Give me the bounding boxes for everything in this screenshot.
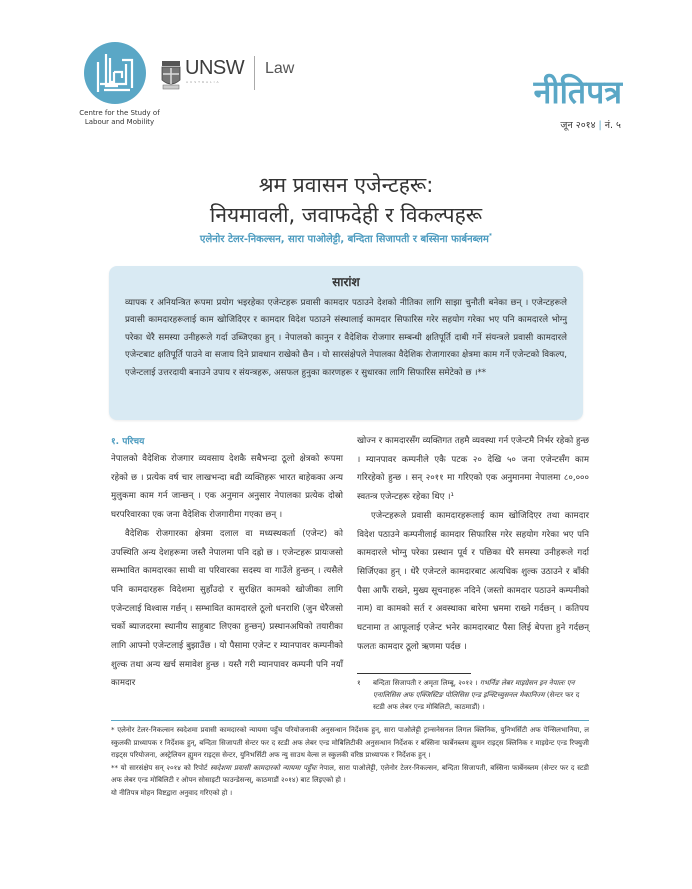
footnote-rule <box>357 673 471 674</box>
abstract-box <box>109 266 583 420</box>
labour-mobility-centre-logo-icon <box>84 42 146 104</box>
author-affiliation-note: * एलेनोर टेलर-निकल्सन स्वदेशमा प्रवासी कामदारको न्यायमा पहुँच परियोजनाकी अनुसन्धान निर्देशक हुन्, सारा पाओलेट्टी ट्रान्सनेसनल लिगल क्लिनिक, युनिभर्सिटी अफ पेन्सिलभानिया, ल स्कुलकी प्राध्यापक र निर्देशक हुन्, बन्दिता सिजापती सेन्टर फर द स्टडी अफ लेबर एन्ड मोबिलिटीकी अनुसन्धान निर्देशक र बस्सिना फार्बेनब्लम ह्युमन राइट्स क्लिनिक र माइग्रेन्ट एन्ड रिफ्युजी राइट्स परियोजना, अस्ट्रेलियन ह्युमन राइट्स सेन्टर, युनिभर्सिटी अफ न्यु साउथ वेल्स ल स्कुलकी वरिष्ठ प्राध्यापक र निर्देशक हुन् । <box>111 726 589 760</box>
centre-logo-caption <box>72 109 167 127</box>
abstract-heading: सारांश <box>332 275 360 289</box>
unsw-subtitle: AUSTRALIA <box>186 80 221 84</box>
header-logos <box>79 40 314 130</box>
body-column-left <box>111 434 343 693</box>
abstract-text: व्यापक र अनियन्त्रित रूपमा प्रयोग भइरहेका एजेन्टहरू प्रवासी कामदार पठाउने देशको नीतिका लागि साझा चुनौती बनेका छन् । एजेन्टहरूले प्रवासी कामदारहरूलाई काम खोजिदिएर र कामदार विदेश पठाउने संस्थालाई कामदार सिफारिस गरेर सहयोग गरेका भए पनि कामदारले भोग्नु परेका धेरै समस्या उनीहरूले गर्दा उब्जिएका हुन् । नेपालको कानुन र वैदेशिक रोजगार सम्बन्धी क्षतिपूर्ति दाबी गर्ने संयन्त्रले प्रवासी कामदारले एजेन्टबाट क्षतिपूर्ति पाउने वा सजाय दिने प्रावधान राखेको छैन । यो सारसंक्षेपले नेपालका वैदेशिक रोजागारका क्षेत्रमा काम गर्ने एजेन्टको विकल्प, एजेन्टलाई उत्तरदायी बनाउने उपाय र संयन्त्रहरू, असफल हुनुका कारणहरू र सुधारका लागि सिफारिस समेटेको छ ।** <box>125 298 567 378</box>
body-column-right <box>357 432 589 656</box>
report-note-prefix: ** यो सारसंक्षेप सन् २०१४ को रिपोर्ट <box>111 763 208 772</box>
document-title <box>0 170 692 230</box>
report-title: स्वदेशमा प्रवासी कामदारको न्यायमा पहुँचः <box>210 763 317 772</box>
footnote-body <box>373 677 586 713</box>
issue-info <box>560 118 621 131</box>
footnote-citation: बन्दिता सिजापती र अमृता लिम्बू, २०१२ । <box>373 679 478 687</box>
body-paragraph: नेपालको वैदेशिक रोजगार व्यवसाय देशकै सबैभन्दा ठूलो क्षेत्रको रूपमा रहेको छ । प्रत्येक वर्ष चार लाखभन्दा बढी व्यक्तिहरू भारत बाहेकका अन्य मुलुकमा काम गर्न जान्छन् । एक अनुमान अनुसार नेपालका प्रत्येक दोस्रो घरपरिवारका एक जना वैदेशिक रोजगारीमा गएका छन् । <box>111 454 343 521</box>
issue-date: जून २०१४ <box>560 120 596 131</box>
section-heading-introduction: १. परिचय <box>111 437 145 447</box>
centre-caption-line1: Centre for the Study of <box>79 109 160 117</box>
footnote-title: गभर्निङ लेबर माइग्रेसन इन नेपालः एन एनालिसिस अफ एक्जिस्टिङ पोलिसिस एन्ड इन्स्टिच्युसनल मेकानिज्म <box>373 679 575 699</box>
body-paragraph: खोज्न र कामदारसँग व्यक्तिगत तहमै व्यवस्था गर्न एजेन्टमै निर्भर रहेको हुन्छ । म्यानपावर कम्पनीले एकै पटक २० देखि ५० जना एजेन्टसँग काम गरिरहेको हुन्छ । सन् २०११ मा गरिएको एक अनुमानमा नेपालमा ८०,००० स्वतन्त्र एजेन्टहरू रहेका थिए ।¹ <box>357 436 589 503</box>
issue-separator: | <box>598 120 602 131</box>
body-paragraph: एजेन्टहरूले प्रवासी कामदारहरूलाई काम खोजिदिएर तथा कामदार विदेश पठाउने कम्पनीलाई कामदार सिफारिस गरेर सहयोग गरेका भए पनि कामदारले भोग्नु परेका प्रस्थान पूर्व र पछिका धेरै समस्या उनीहरूले गर्दा सिर्जिएका हुन् । धेरै एजेन्टले कामदारबाट अत्यधिक शुल्क उठाउने र बाँकी पैसा आफैं राख्ने, मुख्य सूचनाहरू नदिने (जस्तो कामदार पठाउने कम्पनीको नाम) वा कामको सर्त र अवस्थाका बारेमा भ्रममा राख्ने गर्दछन् । कतिपय घटनामा त आफूलाई एजेन्ट भनेर कामदारबाट पैसा लिई बेपत्ता हुने गर्दछन् फलतः कामदार ठूलो ऋणमा पर्दछ । <box>357 510 589 652</box>
title-line-1: श्रम प्रवासन एजेन्टहरू: <box>258 173 434 197</box>
translation-note: यो नीतिपत्र मोहन विष्टद्वारा अनुवाद गरिएको हो । <box>111 788 233 797</box>
unsw-wordmark: UNSW <box>185 57 245 79</box>
centre-caption-line2: Labour and Mobility <box>84 118 155 126</box>
report-note-tail: नेपाल, सारा पाओलेट्टी, एलेनोर टेलर-निकल्सन, बन्दिता सिजापती, बस्सिना फार्बेनब्लम (सेन्टर फर द स्टडी अफ लेबर एन्ड मोबिलिटी र ओपन सोसाइटी फाउन्डेसन्स्, काठमाडौं २०१४) बाट लिइएको हो । <box>111 763 589 785</box>
footnote-number: १ <box>357 679 361 687</box>
series-title: नीतिपत्र <box>533 73 622 111</box>
issue-number: नं. ५ <box>604 120 621 131</box>
unsw-crest-icon <box>161 60 181 90</box>
authors-names: एलेनोर टेलर-निकल्सन, सारा पाओलेट्टी, बन्दिता सिजापती र बस्सिना फार्बनब्लम <box>199 234 489 245</box>
body-paragraph: वैदेशिक रोजगारका क्षेत्रमा दलाल वा मध्यस्थकर्ता (एजेन्ट) को उपस्थिति अन्य देशहरूमा जस्तै नेपालमा पनि दह्रो छ । एजेन्टहरू प्रायःजसो सम्भावित कामदारका साथी वा परिवारका सदस्य वा गाउँले हुन्छन् । त्यसैले पनि कामदारहरू विदेशमा सुहाँउदो र सुरक्षित कामको खोजीका लागि एजेन्टलाई विश्वास गर्छन् । सम्भावित कामदारले ठूलो धनराशि (जुन धेरैजसो चर्को ब्याजदरमा स्थानीय साहुबाट लिएका हुन्छन्) प्रस्थानअघिको तयारीका लागि आफ्नो एजेन्टलाई बुझाउँछ । यो पैसामा एजेन्ट र म्यानपावर कम्पनीको शुल्क तथा अन्य खर्च समावेश हुन्छ । यस्तै गरी म्यानपावर कम्पनी पनि नयाँ कामदार <box>111 528 343 689</box>
header-divider <box>254 56 255 90</box>
title-line-2: नियमावली, जवाफदेही र विकल्पहरू <box>209 203 483 227</box>
authors-line <box>0 231 692 245</box>
report-source-note <box>111 762 589 787</box>
faculty-name: Law <box>265 60 295 77</box>
bottom-notes <box>111 724 589 800</box>
footnote-1 <box>357 677 589 713</box>
footnote-publisher: (सेन्टर फर द स्टडी अफ लेबर एन्ड मोबिलिटी, काठमाडौं) । <box>373 691 580 711</box>
bottom-notes-rule <box>111 720 589 721</box>
authors-footnote-marker: * <box>488 232 493 240</box>
